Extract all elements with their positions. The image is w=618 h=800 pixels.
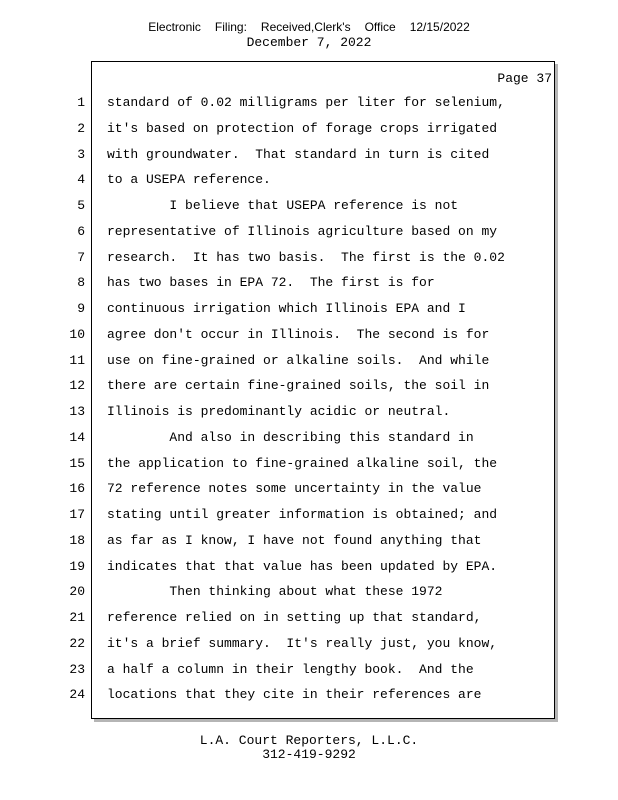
transcript-line bbox=[0, 193, 618, 219]
line-text: to a USEPA reference. bbox=[107, 172, 271, 188]
transcript-line bbox=[0, 296, 618, 322]
transcript-line bbox=[0, 554, 618, 580]
filing-stamp bbox=[0, 20, 618, 34]
line-text: And also in describing this standard in bbox=[107, 429, 474, 445]
line-number: 10 bbox=[69, 326, 85, 342]
line-number: 19 bbox=[69, 558, 85, 574]
line-number: 1 bbox=[77, 95, 85, 110]
page-number: Page 37 bbox=[497, 71, 552, 86]
line-text: has two bases in EPA 72. The first is for bbox=[107, 275, 435, 291]
transcript-lines bbox=[0, 90, 618, 708]
line-number: 17 bbox=[69, 507, 85, 522]
line-number: 7 bbox=[77, 249, 85, 265]
line-number: 15 bbox=[69, 455, 85, 471]
line-text: there are certain fine-grained soils, the soil in bbox=[107, 378, 490, 394]
line-text: use on fine-grained or alkaline soils. And while bbox=[107, 352, 490, 368]
line-number: 6 bbox=[77, 223, 85, 239]
filing-stamp-word: Filing: bbox=[214, 20, 247, 34]
transcript-line bbox=[0, 142, 618, 168]
line-number: 11 bbox=[69, 352, 85, 368]
transcript-line bbox=[0, 528, 618, 554]
line-number: 12 bbox=[69, 378, 85, 394]
line-text: the application to fine-grained alkaline soil, the bbox=[107, 455, 498, 471]
line-text: indicates that that value has been updated by EPA. bbox=[107, 558, 498, 574]
filing-stamp-word: Office bbox=[364, 20, 396, 34]
line-text: research. It has two basis. The first is the 0.02 bbox=[107, 249, 505, 265]
filing-stamp-word: Received,Clerk's bbox=[260, 20, 351, 34]
transcript-line bbox=[0, 425, 618, 451]
transcript-line bbox=[0, 657, 618, 683]
line-text: representative of Illinois agriculture based on my bbox=[107, 223, 498, 239]
transcript-line bbox=[0, 631, 618, 657]
transcript-line bbox=[0, 245, 618, 271]
transcript-line bbox=[0, 322, 618, 348]
line-number: 3 bbox=[77, 146, 85, 162]
line-text: stating until greater information is obtained; and bbox=[107, 507, 498, 522]
transcript-line bbox=[0, 605, 618, 631]
line-number: 14 bbox=[69, 429, 85, 445]
line-number: 20 bbox=[69, 584, 85, 600]
line-text: with groundwater. That standard in turn is cited bbox=[107, 146, 490, 162]
line-number: 5 bbox=[77, 198, 85, 213]
line-number: 13 bbox=[69, 404, 85, 419]
hearing-date: December 7, 2022 bbox=[246, 35, 372, 50]
transcript-line bbox=[0, 399, 618, 425]
line-number: 9 bbox=[77, 301, 85, 316]
line-text: Then thinking about what these 1972 bbox=[107, 584, 443, 600]
transcript-line bbox=[0, 348, 618, 374]
line-text: Illinois is predominantly acidic or neutral. bbox=[107, 404, 451, 419]
line-text: it's a brief summary. It's really just, you know, bbox=[107, 635, 498, 651]
line-text: continuous irrigation which Illinois EPA and I bbox=[107, 301, 466, 316]
transcript-line bbox=[0, 476, 618, 502]
line-number: 16 bbox=[69, 481, 85, 497]
line-number: 4 bbox=[77, 172, 85, 188]
transcript-line bbox=[0, 270, 618, 296]
line-text: 72 reference notes some uncertainty in the value bbox=[107, 481, 482, 497]
line-number: 2 bbox=[77, 120, 85, 136]
line-text: it's based on protection of forage crops irrigated bbox=[107, 120, 498, 136]
reporter-company: L.A. Court Reporters, L.L.C. bbox=[199, 733, 419, 748]
line-text: I believe that USEPA reference is not bbox=[107, 198, 459, 213]
line-text: as far as I know, I have not found anything that bbox=[107, 532, 482, 548]
line-text: agree don't occur in Illinois. The second is for bbox=[107, 326, 490, 342]
line-text: standard of 0.02 milligrams per liter for selenium, bbox=[107, 95, 505, 110]
transcript-line bbox=[0, 219, 618, 245]
line-number: 8 bbox=[77, 275, 85, 291]
line-number: 23 bbox=[69, 661, 85, 677]
transcript-line bbox=[0, 502, 618, 528]
line-number: 24 bbox=[69, 687, 85, 703]
line-text: locations that they cite in their references are bbox=[107, 687, 482, 703]
reporter-phone: 312-419-9292 bbox=[262, 747, 356, 762]
transcript-line bbox=[0, 373, 618, 399]
transcript-line bbox=[0, 167, 618, 193]
transcript-line bbox=[0, 682, 618, 708]
filing-stamp-word: Electronic bbox=[148, 20, 201, 34]
transcript-line bbox=[0, 90, 618, 116]
transcript-line bbox=[0, 579, 618, 605]
line-number: 22 bbox=[69, 635, 85, 651]
transcript-line bbox=[0, 451, 618, 477]
line-text: reference relied on in setting up that standard, bbox=[107, 610, 482, 625]
line-text: a half a column in their lengthy book. And the bbox=[107, 661, 474, 677]
line-number: 18 bbox=[69, 532, 85, 548]
transcript-line bbox=[0, 116, 618, 142]
filing-stamp-date: 12/15/2022 bbox=[409, 20, 470, 34]
line-number: 21 bbox=[69, 610, 85, 625]
